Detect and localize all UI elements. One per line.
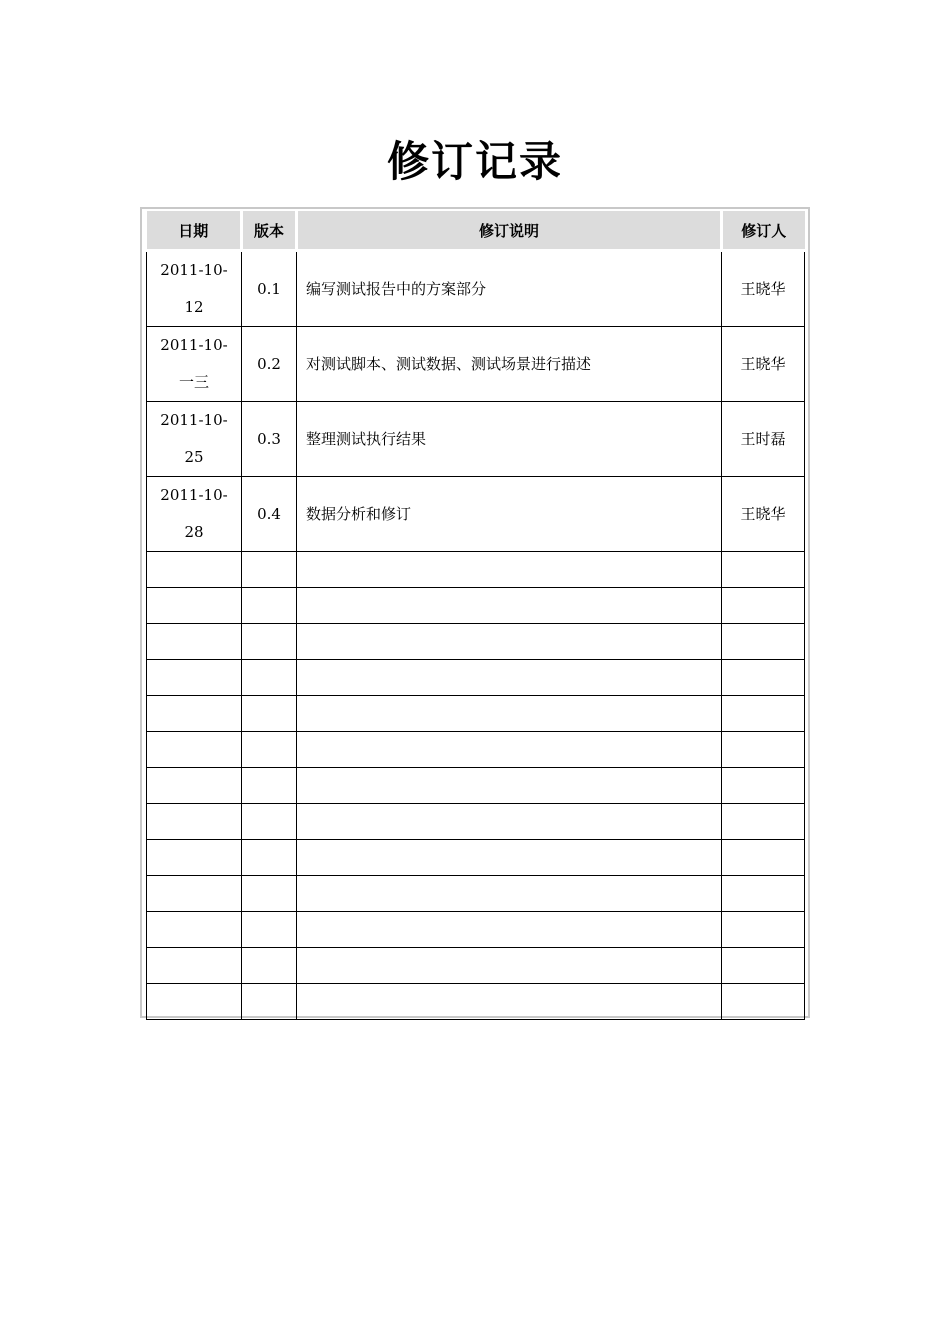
empty-cell (242, 588, 297, 624)
revision-table (146, 211, 805, 1020)
date-line-1: 2011-10- (160, 411, 228, 429)
date-line-2: 25 (184, 448, 204, 466)
empty-cell (297, 768, 722, 804)
empty-cell (722, 624, 805, 660)
empty-cell (722, 840, 805, 876)
empty-cell (297, 984, 722, 1020)
empty-cell (297, 948, 722, 984)
header-author: 修订人 (722, 211, 805, 251)
empty-row (147, 732, 805, 768)
empty-cell (242, 984, 297, 1020)
empty-cell (242, 840, 297, 876)
empty-cell (722, 948, 805, 984)
empty-cell (722, 912, 805, 948)
date-line-2: 28 (184, 523, 204, 541)
version-cell: 0.2 (242, 327, 297, 402)
empty-cell (722, 984, 805, 1020)
empty-cell (242, 696, 297, 732)
empty-row (147, 588, 805, 624)
empty-row (147, 840, 805, 876)
empty-row (147, 876, 805, 912)
empty-cell (147, 696, 242, 732)
empty-cell (242, 876, 297, 912)
empty-cell (147, 948, 242, 984)
date-line-2: 12 (184, 298, 204, 316)
empty-cell (297, 732, 722, 768)
version-cell: 0.3 (242, 402, 297, 477)
date-cell (147, 477, 242, 552)
empty-cell (722, 552, 805, 588)
header-description: 修订说明 (297, 211, 722, 251)
table-header-row (147, 211, 805, 251)
empty-row (147, 660, 805, 696)
empty-cell (147, 984, 242, 1020)
date-line-1: 2011-10- (160, 336, 228, 354)
empty-cell (242, 768, 297, 804)
empty-cell (147, 660, 242, 696)
empty-cell (722, 732, 805, 768)
header-version: 版本 (242, 211, 297, 251)
empty-cell (242, 624, 297, 660)
empty-row (147, 552, 805, 588)
date-cell (147, 327, 242, 402)
empty-cell (242, 912, 297, 948)
empty-row (147, 624, 805, 660)
table-row (147, 327, 805, 402)
date-line-2: 一三 (178, 373, 209, 391)
empty-cell (722, 588, 805, 624)
empty-cell (242, 732, 297, 768)
table-row (147, 251, 805, 327)
table-row (147, 402, 805, 477)
empty-cell (297, 840, 722, 876)
empty-row (147, 984, 805, 1020)
empty-cell (242, 660, 297, 696)
empty-cell (297, 624, 722, 660)
author-cell: 王晓华 (722, 251, 805, 327)
empty-cell (147, 840, 242, 876)
header-date: 日期 (147, 211, 242, 251)
description-cell: 对测试脚本、测试数据、测试场景进行描述 (297, 327, 722, 402)
author-cell: 王晓华 (722, 477, 805, 552)
description-cell: 整理测试执行结果 (297, 402, 722, 477)
empty-cell (297, 552, 722, 588)
empty-row (147, 768, 805, 804)
empty-cell (147, 768, 242, 804)
empty-cell (722, 768, 805, 804)
empty-cell (297, 588, 722, 624)
empty-cell (297, 696, 722, 732)
empty-cell (297, 660, 722, 696)
empty-cell (242, 804, 297, 840)
empty-cell (722, 696, 805, 732)
empty-cell (297, 804, 722, 840)
empty-row (147, 696, 805, 732)
empty-cell (722, 804, 805, 840)
version-cell: 0.1 (242, 251, 297, 327)
description-cell: 编写测试报告中的方案部分 (297, 251, 722, 327)
empty-cell (242, 948, 297, 984)
empty-cell (147, 552, 242, 588)
empty-cell (147, 732, 242, 768)
date-cell (147, 402, 242, 477)
description-cell: 数据分析和修订 (297, 477, 722, 552)
date-line-1: 2011-10- (160, 261, 228, 279)
empty-cell (297, 876, 722, 912)
version-cell: 0.4 (242, 477, 297, 552)
author-cell: 王时磊 (722, 402, 805, 477)
empty-cell (722, 876, 805, 912)
page-title: 修订记录 (386, 137, 563, 186)
empty-cell (242, 552, 297, 588)
date-line-1: 2011-10- (160, 486, 228, 504)
empty-cell (722, 660, 805, 696)
table-row (147, 477, 805, 552)
empty-row (147, 912, 805, 948)
empty-row (147, 804, 805, 840)
date-cell (147, 251, 242, 327)
empty-cell (147, 588, 242, 624)
empty-row (147, 948, 805, 984)
empty-cell (297, 912, 722, 948)
empty-cell (147, 912, 242, 948)
empty-cell (147, 804, 242, 840)
empty-cell (147, 624, 242, 660)
author-cell: 王晓华 (722, 327, 805, 402)
empty-cell (147, 876, 242, 912)
